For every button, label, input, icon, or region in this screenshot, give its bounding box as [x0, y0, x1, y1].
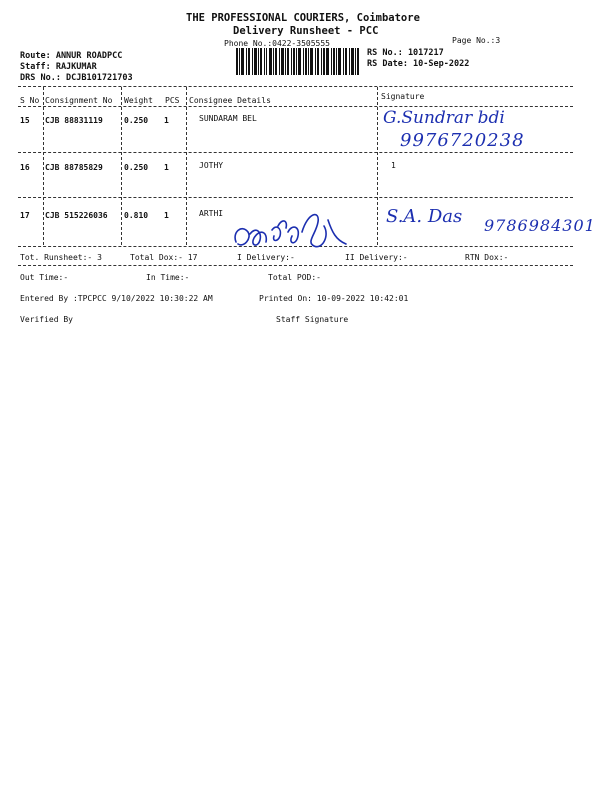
route: Route: ANNUR ROADPCC	[20, 51, 123, 61]
signature-handwriting: S.A. Das	[386, 206, 463, 227]
phone-number: Phone No.:0422-3505555	[224, 39, 330, 48]
signature-handwriting: G.Sundrar bdi	[383, 108, 505, 128]
entered-by: Entered By :TPCPCC 9/10/2022 10:30:22 AM	[20, 294, 213, 303]
table-row-consignee: ARTHI	[199, 209, 224, 218]
tamil-signature-scribble	[228, 202, 356, 256]
ii-delivery: II Delivery:-	[345, 253, 408, 262]
totals-divider	[18, 265, 573, 266]
table-row-sno: 15	[20, 116, 30, 125]
tot-runsheet: Tot. Runsheet:- 3	[20, 253, 102, 262]
table-row-consignee: JOTHY	[199, 161, 224, 170]
i-delivery: I Delivery:-	[237, 253, 295, 262]
table-row-consignment: CJB 515226036	[45, 211, 108, 220]
table-row-weight: 0.250	[124, 116, 149, 125]
total-dox: Total Dox:- 17	[130, 253, 198, 262]
rs-number: RS No.: 1017217	[367, 48, 444, 58]
table-row-consignment: CJB 88785829	[45, 163, 103, 172]
table-row-pcs: 1	[164, 211, 169, 220]
table-row-pcs: 1	[164, 116, 169, 125]
table-row-sno: 16	[20, 163, 30, 172]
out-time: Out Time:-	[20, 273, 69, 282]
header-divider	[18, 106, 573, 107]
total-pod: Total POD:-	[268, 273, 321, 282]
barcode	[236, 48, 360, 75]
rs-date: RS Date: 10-Sep-2022	[367, 59, 470, 69]
staff-signature: Staff Signature	[276, 315, 349, 324]
header-sno: S No	[20, 96, 40, 105]
table-top-line	[18, 86, 573, 87]
table-row-weight: 0.250	[124, 163, 149, 172]
signature-phone: 9976720238	[400, 130, 525, 151]
row-divider	[18, 152, 573, 153]
header-pcs: PCS	[165, 96, 180, 105]
header-consignee: Consignee Details	[189, 96, 271, 105]
header-signature: Signature	[381, 92, 425, 101]
rtn-dox: RTN Dox:-	[465, 253, 509, 262]
printed-on: Printed On: 10-09-2022 10:42:01	[259, 294, 409, 303]
table-row-pcs: 1	[164, 163, 169, 172]
staff: Staff: RAJKUMAR	[20, 62, 97, 72]
drs-number: DRS No.: DCJB101721703	[20, 73, 133, 83]
column-divider	[377, 87, 378, 245]
document-title: Delivery Runsheet - PCC	[233, 25, 379, 37]
table-row-consignment: CJB 88831119	[45, 116, 103, 125]
table-row-weight: 0.810	[124, 211, 149, 220]
table-row-consignee: SUNDARAM BEL	[199, 114, 257, 123]
table-row-sno: 17	[20, 211, 30, 220]
page-number: Page No.:3	[452, 36, 501, 45]
company-name: THE PROFESSIONAL COURIERS, Coimbatore	[186, 12, 420, 24]
signature-mark: 1	[391, 161, 396, 170]
column-divider	[186, 87, 187, 245]
column-divider	[121, 87, 122, 245]
header-consignment: Consignment No	[45, 96, 113, 105]
column-divider	[43, 87, 44, 245]
signature-phone: 9786984301	[484, 216, 596, 235]
header-weight: Weight	[124, 96, 153, 105]
in-time: In Time:-	[146, 273, 190, 282]
verified-by: Verified By	[20, 315, 73, 324]
row-divider	[18, 197, 573, 198]
